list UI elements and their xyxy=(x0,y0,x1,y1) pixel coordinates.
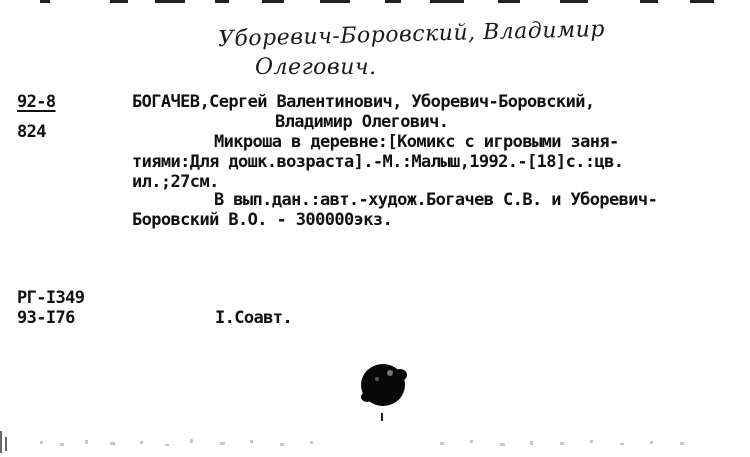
record-heading: БОГАЧЕВ,Сергей Валентинович, Уборевич-Боровский, xyxy=(132,92,595,112)
record-title-line3: ил.;27см. xyxy=(132,172,219,192)
call-number-secondary: 824 xyxy=(17,122,46,142)
registry-number-1: РГ-I349 xyxy=(17,288,85,308)
call-number-primary: 92-8 xyxy=(17,92,56,112)
handwritten-note-line1: Уборевич-Боровский, Владимир xyxy=(217,16,606,53)
registry-number-2: 93-I76 xyxy=(17,308,75,328)
bottom-showthrough xyxy=(0,427,750,457)
tracing-coauthor: I.Соавт. xyxy=(215,308,293,328)
record-title-line2: тиями:Для дошк.возраста].-М.:Малыш,1992.-[18]с.:цв. xyxy=(132,152,624,172)
record-title-line1: Микроша в деревне:[Комикс с игровыми заня- xyxy=(214,132,619,152)
punch-hole-blot xyxy=(350,355,420,425)
record-heading-cont: Владимир Олегович. xyxy=(275,112,449,132)
record-note-line2: Боровский В.О. - 300000экз. xyxy=(132,210,393,230)
top-edge-dots xyxy=(0,0,750,8)
record-note-line1: В вып.дан.:авт.-худож.Богачев С.В. и Уборевич- xyxy=(214,190,658,210)
handwritten-note-line2: Олегович. xyxy=(255,55,377,80)
